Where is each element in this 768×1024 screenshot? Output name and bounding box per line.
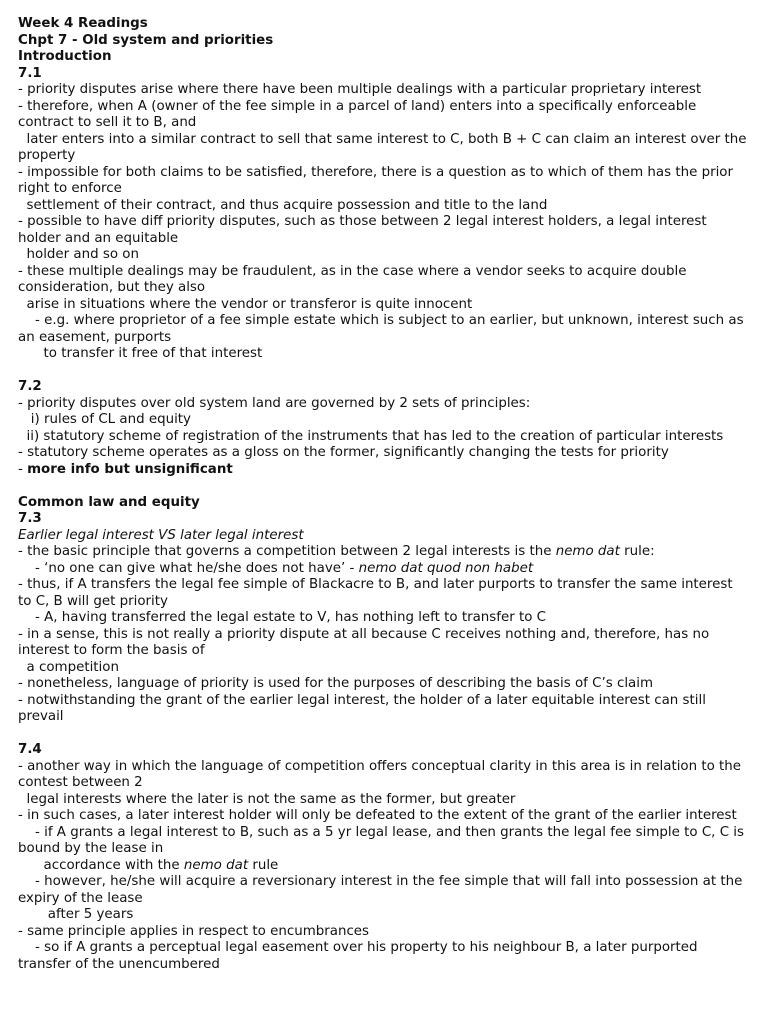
note-line: ii) statutory scheme of registration of the instruments that has led to the creation of particular interests	[18, 428, 724, 444]
subheading: Earlier legal interest VS later legal interest	[18, 527, 304, 543]
section-heading-common-law: Common law and equity	[18, 494, 200, 510]
italic-term: nemo dat quod non habet	[358, 560, 534, 576]
note-line: - in such cases, a later interest holder will only be defeated to the extent of the grant of the earlier interest	[18, 808, 737, 823]
note-line: - possible to have diff priority disputes, such as those between 2 legal interest holders, a legal interest holder and an equitable	[18, 214, 711, 246]
note-line: - therefore, when A (owner of the fee simple in a parcel of land) enters into a specifically enforceable contract to sell it to B, and	[18, 98, 701, 130]
section-number-7-2: 7.2	[18, 379, 42, 394]
note-line: - priority disputes over old system land are governed by 2 sets of principles:	[18, 395, 531, 411]
italic-term: nemo dat	[183, 857, 249, 873]
section-heading-introduction: Introduction	[18, 49, 112, 64]
note-line: - in a sense, this is not really a priority dispute at all because C receives nothing and, therefore, has no interest to form the basis of	[18, 626, 714, 658]
paragraph-gap	[18, 363, 750, 380]
text-run: - ‘no one can give what he/she does not have’ -	[18, 560, 359, 576]
note-line: after 5 years	[18, 907, 134, 922]
note-line: arise in situations where the vendor or transferor is quite innocent	[18, 296, 473, 312]
note-line: - priority disputes arise where there have been multiple dealings with a particular proprietary interest	[18, 82, 702, 97]
note-line: - these multiple dealings may be fraudulent, as in the case where a vendor seeks to acquire double consideration, but they also	[18, 263, 691, 295]
note-line: - A, having transferred the legal estate to V, has nothing left to transfer to C	[18, 610, 547, 625]
note-prefix: -	[18, 461, 28, 477]
section-number-7-3: 7.3	[18, 511, 42, 526]
paragraph-gap	[18, 478, 750, 495]
note-line	[18, 561, 750, 578]
text-run: rule	[248, 857, 279, 873]
note-line: - same principle applies in respect to encumbrances	[18, 923, 370, 939]
document-title: Week 4 Readings	[18, 16, 148, 31]
note-line: - however, he/she will acquire a reversionary interest in the fee simple that will fall into possession at the expiry of the lease	[18, 874, 747, 906]
section-number-7-1: 7.1	[18, 65, 42, 81]
text-run: - the basic principle that governs a competition between 2 legal interests is the	[18, 544, 556, 559]
note-line: a competition	[18, 659, 119, 675]
note-line: - statutory scheme operates as a gloss on the former, significantly changing the tests for priority	[18, 445, 669, 460]
note-line: - another way in which the language of competition offers conceptual clarity in this area is in relation to the contest between 2	[18, 758, 746, 790]
note-line: - thus, if A transfers the legal fee simple of Blackacre to B, and later purports to transfer the same interest to C, B will get priority	[18, 577, 737, 609]
note-line: settlement of their contract, and thus acquire possession and title to the land	[18, 197, 548, 213]
note-line	[18, 544, 750, 561]
section-number-7-4: 7.4	[18, 742, 42, 757]
paragraph-gap	[18, 726, 750, 743]
note-line	[18, 462, 750, 479]
italic-term: nemo dat	[555, 544, 620, 559]
note-line: - impossible for both claims to be satisfied, therefore, there is a question as to which of them has the prior right to enforce	[18, 164, 738, 196]
note-line: - notwithstanding the grant of the earlier legal interest, the holder of a later equitable interest can still prevail	[18, 692, 711, 724]
note-line: - nonetheless, language of priority is used for the purposes of describing the basis of C’s claim	[18, 676, 654, 691]
note-line: - so if A grants a perceptual legal easement over his property to his neighbour B, a later purported transfer of the unencumbered	[18, 940, 702, 972]
text-run: rule:	[619, 544, 655, 559]
chapter-heading: Chpt 7 - Old system and priorities	[18, 32, 274, 48]
note-line: holder and so on	[18, 247, 139, 262]
bold-note: more info but unsignificant	[27, 461, 233, 477]
note-line: later enters into a similar contract to sell that same interest to C, both B + C can claim an interest over the property	[18, 131, 751, 163]
note-line: legal interests where the later is not the same as the former, but greater	[18, 791, 516, 807]
note-line	[18, 858, 750, 875]
note-line: - e.g. where proprietor of a fee simple estate which is subject to an earlier, but unknown, interest such as an easement, purports	[18, 313, 748, 345]
note-line: - if A grants a legal interest to B, such as a 5 yr legal lease, and then grants the legal fee simple to C, C is bound by the lease in	[18, 824, 749, 856]
note-line: i) rules of CL and equity	[18, 412, 191, 427]
note-line: to transfer it free of that interest	[18, 346, 263, 361]
text-run: accordance with the	[18, 857, 184, 873]
